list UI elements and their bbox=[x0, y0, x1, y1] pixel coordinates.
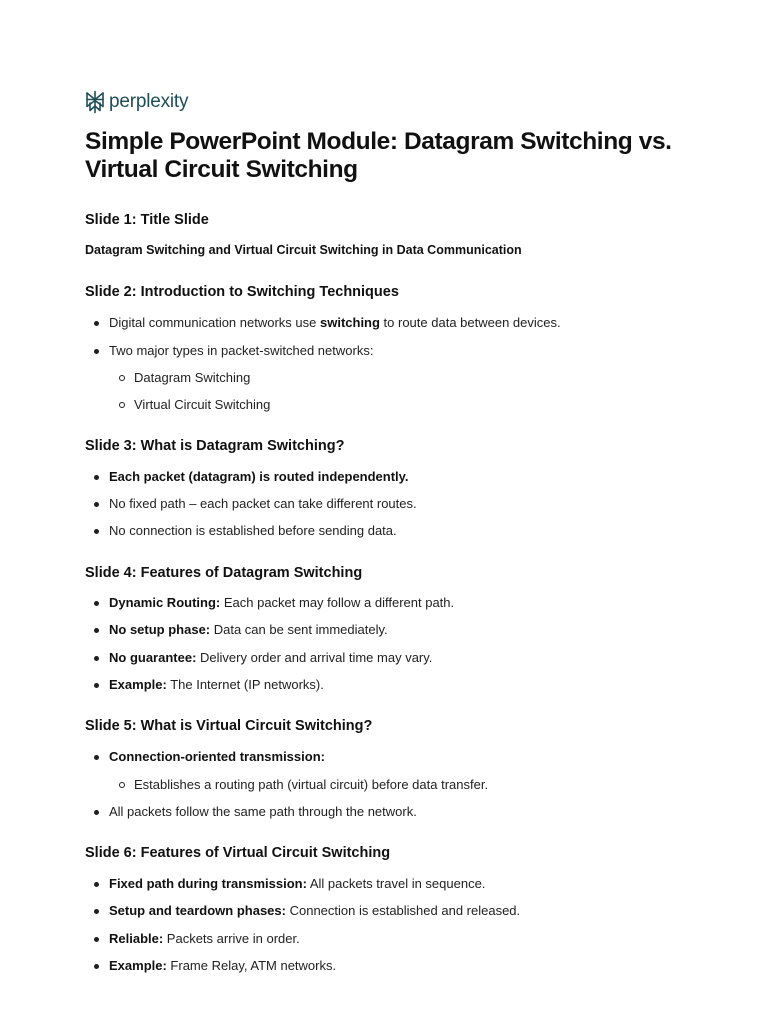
list-item bbox=[109, 468, 409, 486]
slide-6-heading: Slide 6: Features of Virtual Circuit Switching bbox=[85, 845, 391, 861]
bullet-bold-text: Each packet (datagram) is routed independently. bbox=[109, 469, 409, 484]
bullet-text: No fixed path – each packet can take different routes. bbox=[109, 496, 417, 511]
slide-3-heading: Slide 3: What is Datagram Switching? bbox=[85, 438, 345, 454]
bullet-bold-text: Setup and teardown phases: bbox=[109, 903, 286, 918]
bullet-text: Two major types in packet-switched networks: bbox=[109, 343, 374, 358]
perplexity-logo bbox=[85, 89, 188, 115]
perplexity-logo-icon bbox=[85, 90, 105, 114]
bullet-text: to route data between devices. bbox=[379, 315, 561, 330]
bullet-text: Virtual Circuit Switching bbox=[134, 397, 271, 412]
list-item bbox=[109, 748, 325, 766]
bullet-bold-text: Fixed path during transmission: bbox=[109, 876, 307, 891]
list-item bbox=[109, 930, 300, 948]
list-item bbox=[109, 676, 324, 694]
sub-list-item bbox=[134, 396, 270, 414]
list-item bbox=[109, 342, 373, 360]
list-item bbox=[109, 902, 520, 920]
bullet-text: Digital communication networks use bbox=[109, 315, 320, 330]
bullet-text: All packets travel in sequence. bbox=[306, 876, 486, 891]
sub-list-item bbox=[134, 369, 250, 387]
list-item bbox=[109, 875, 485, 893]
bullet-bold-text: No setup phase: bbox=[109, 622, 211, 637]
sub-list-item bbox=[134, 776, 488, 794]
bullet-text: Establishes a routing path (virtual circuit) before data transfer. bbox=[134, 777, 489, 792]
slide-4-heading: Slide 4: Features of Datagram Switching bbox=[85, 565, 363, 581]
list-item bbox=[109, 621, 388, 639]
slide-2-heading: Slide 2: Introduction to Switching Techniques bbox=[85, 284, 399, 300]
page-title: Simple PowerPoint Module: Datagram Switching vs. Virtual Circuit Switching bbox=[85, 128, 672, 183]
bullet-bold-text: Connection-oriented transmission: bbox=[109, 749, 325, 764]
bullet-text: All packets follow the same path through the network. bbox=[109, 804, 417, 819]
bullet-text: The Internet (IP networks). bbox=[166, 677, 324, 692]
list-item bbox=[109, 594, 454, 612]
bullet-bold-text: Reliable: bbox=[109, 931, 164, 946]
slide-1-heading: Slide 1: Title Slide bbox=[85, 212, 209, 228]
bullet-text: No connection is established before sending data. bbox=[109, 523, 397, 538]
bullet-text: Frame Relay, ATM networks. bbox=[166, 958, 337, 973]
list-item bbox=[109, 314, 561, 332]
bullet-text: Delivery order and arrival time may vary. bbox=[196, 650, 433, 665]
bullet-text: Each packet may follow a different path. bbox=[220, 595, 455, 610]
bullet-bold-text: switching bbox=[319, 315, 380, 330]
list-item bbox=[109, 957, 336, 975]
bullet-bold-text: Example: bbox=[109, 677, 167, 692]
logo-wordmark: perplexity bbox=[109, 91, 189, 112]
list-item bbox=[109, 803, 417, 821]
bullet-bold-text: Dynamic Routing: bbox=[109, 595, 221, 610]
list-item bbox=[109, 649, 432, 667]
list-item bbox=[109, 522, 397, 540]
list-item bbox=[109, 495, 417, 513]
bullet-text: Datagram Switching bbox=[134, 370, 251, 385]
bullet-text: Packets arrive in order. bbox=[163, 931, 300, 946]
bullet-bold-text: Example: bbox=[109, 958, 167, 973]
bullet-text: Connection is established and released. bbox=[285, 903, 521, 918]
slide-1-subtitle: Datagram Switching and Virtual Circuit Switching in Data Communication bbox=[85, 243, 522, 257]
bullet-text: Data can be sent immediately. bbox=[210, 622, 388, 637]
slide-5-heading: Slide 5: What is Virtual Circuit Switching? bbox=[85, 718, 373, 734]
bullet-bold-text: No guarantee: bbox=[109, 650, 197, 665]
